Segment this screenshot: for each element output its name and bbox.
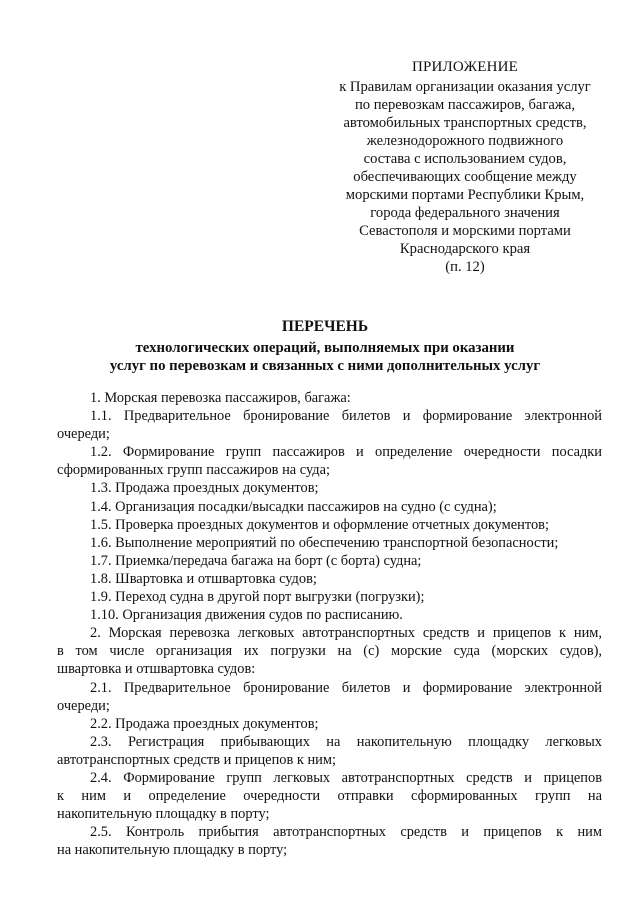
appendix-line: морскими портами Республики Крым, — [345, 187, 585, 203]
appendix-line: к Правилам организации оказания услуг — [339, 79, 591, 95]
list-item-continuation: на накопительную площадку в порту; — [57, 842, 288, 859]
heading-line: услуг по перевозкам и связанных с ними дополнительных услуг — [109, 358, 541, 374]
list-heading — [60, 318, 590, 376]
appendix-line: автомобильных транспортных средств, — [343, 115, 587, 131]
appendix-line: Краснодарского края — [399, 241, 531, 257]
list-item: 2.3. Регистрация прибывающих на накопительную площадку легковых — [90, 733, 602, 750]
list-item-continuation: накопительную площадку в порту; — [57, 806, 270, 823]
operations-list — [57, 389, 602, 859]
appendix-line: города федерального значения — [370, 205, 560, 221]
list-item-continuation: сформированных групп пассажиров на суда; — [57, 462, 330, 479]
section-heading-continuation: швартовка и отшвартовка судов: — [57, 661, 256, 678]
list-item: 1.8. Швартовка и отшвартовка судов; — [90, 570, 317, 587]
list-item: 2.2. Продажа проездных документов; — [90, 715, 319, 732]
heading-line: технологических операций, выполняемых при оказании — [135, 339, 515, 356]
appendix-paragraph-ref: (п. 12) — [445, 259, 485, 275]
list-item: 1.5. Проверка проездных документов и оформление отчетных документов; — [90, 516, 549, 533]
list-item: 1.7. Приемка/передача багажа на борт (с борта) судна; — [90, 552, 422, 569]
list-item-continuation: к ним и определение очередности отправки сформированных групп на — [57, 788, 602, 805]
list-item: 1.6. Выполнение мероприятий по обеспечению транспортной безопасности; — [90, 534, 559, 551]
section-heading: 2. Морская перевозка легковых автотранспортных средств и прицепов к ним, — [90, 625, 602, 642]
appendix-title: ПРИЛОЖЕНИЕ — [411, 59, 519, 75]
section-heading-continuation: в том числе организация их погрузки на (с) морские суда (морских судов), — [57, 643, 602, 660]
list-item: 1.2. Формирование групп пассажиров и определение очередности посадки — [90, 444, 602, 461]
list-item: 1.10. Организация движения судов по расписанию. — [90, 607, 403, 624]
list-item: 1.1. Предварительное бронирование билетов и формирование электронной — [90, 408, 602, 425]
list-item: 2.5. Контроль прибытия автотранспортных средств и прицепов к ним — [90, 824, 602, 841]
list-item-continuation: автотранспортных средств и прицепов к ним; — [57, 751, 336, 768]
list-item: 1.3. Продажа проездных документов; — [90, 480, 319, 497]
list-item-continuation: очереди; — [57, 697, 110, 714]
appendix-line: по перевозкам пассажиров, багажа, — [354, 97, 576, 113]
heading-title: ПЕРЕЧЕНЬ — [281, 318, 369, 335]
appendix-line: состава с использованием судов, — [363, 151, 567, 167]
appendix-line: железнодорожного подвижного — [366, 133, 564, 149]
section-heading: 1. Морская перевозка пассажиров, багажа: — [90, 390, 351, 406]
list-item: 1.4. Организация посадки/высадки пассажиров на судно (с судна); — [90, 498, 497, 515]
appendix-block — [320, 58, 610, 276]
list-item: 2.4. Формирование групп легковых автотранспортных средств и прицепов — [90, 769, 602, 786]
appendix-line: обеспечивающих сообщение между — [353, 169, 577, 185]
list-item-continuation: очереди; — [57, 426, 110, 443]
appendix-line: Севастополя и морскими портами — [359, 223, 571, 239]
list-item: 2.1. Предварительное бронирование билетов и формирование электронной — [90, 679, 602, 696]
list-item: 1.9. Переход судна в другой порт выгрузки (погрузки); — [90, 589, 425, 606]
